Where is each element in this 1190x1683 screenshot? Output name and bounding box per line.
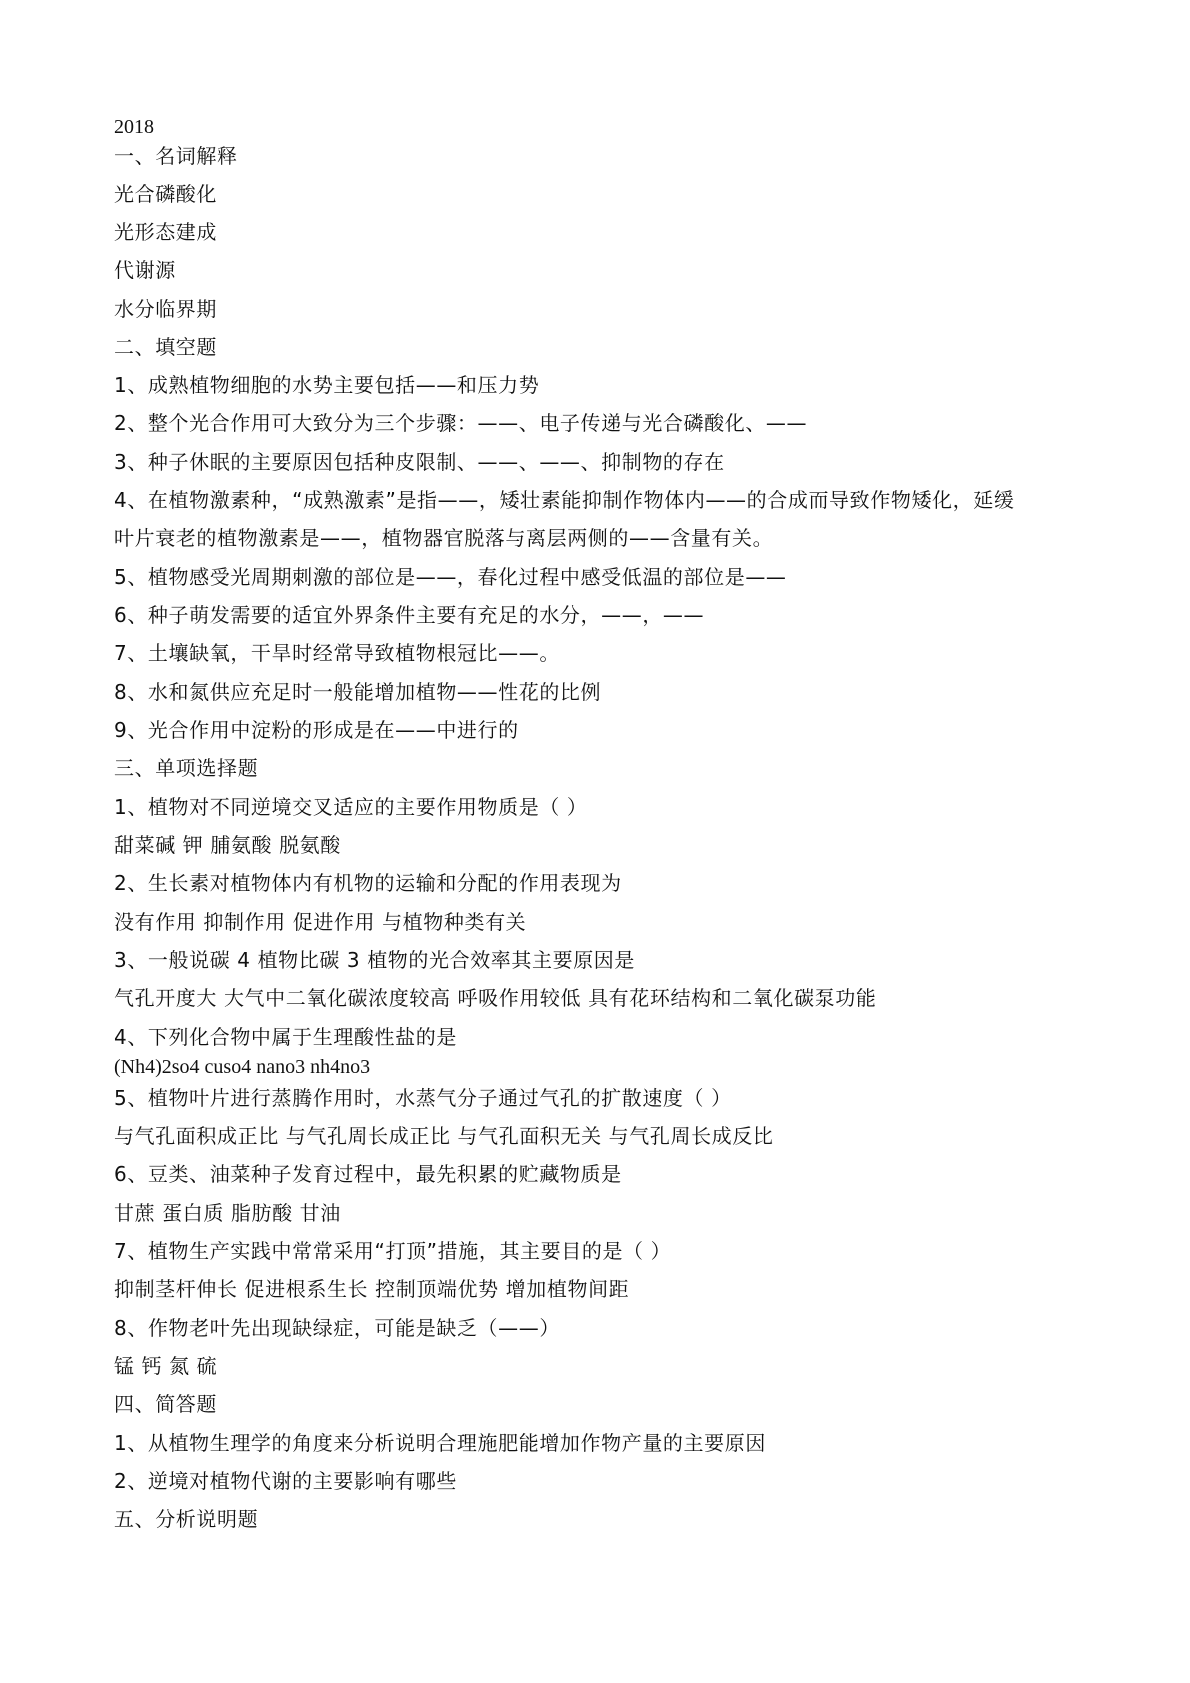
choice-question: 7、植物生产实践中常常采用“打顶”措施，其主要目的是（ ）: [114, 1239, 672, 1263]
term-item: 水分临界期: [114, 297, 217, 321]
choice-question: 1、植物对不同逆境交叉适应的主要作用物质是（ ）: [114, 795, 588, 819]
fill-blank-question: 4、在植物激素种，“成熟激素”是指——，矮壮素能抑制作物体内——的合成而导致作物矮化，延缓: [114, 488, 1015, 512]
fill-blank-question: 1、成熟植物细胞的水势主要包括——和压力势: [114, 373, 540, 397]
fill-blank-question-continued: 叶片衰老的植物激素是——，植物器官脱落与离层两侧的——含量有关。: [114, 526, 774, 550]
choice-options: 没有作用 抑制作用 促进作用 与植物种类有关: [114, 910, 527, 934]
fill-blank-question: 8、水和氮供应充足时一般能增加植物——性花的比例: [114, 680, 602, 704]
choice-options: 气孔开度大 大气中二氧化碳浓度较高 呼吸作用较低 具有花环结构和二氧化碳泵功能: [114, 986, 877, 1010]
section-heading-terms: 一、名词解释: [114, 144, 238, 168]
choice-question: 4、下列化合物中属于生理酸性盐的是: [114, 1025, 457, 1049]
section-heading-short-answer: 四、简答题: [114, 1392, 217, 1416]
fill-blank-question: 5、植物感受光周期刺激的部位是——，春化过程中感受低温的部位是——: [114, 565, 787, 589]
section-heading-single-choice: 三、单项选择题: [114, 756, 259, 780]
short-answer-question: 2、逆境对植物代谢的主要影响有哪些: [114, 1469, 457, 1493]
choice-question: 5、植物叶片进行蒸腾作用时，水蒸气分子通过气孔的扩散速度（ ）: [114, 1086, 732, 1110]
fill-blank-question: 3、种子休眠的主要原因包括种皮限制、——、——、抑制物的存在: [114, 450, 725, 474]
choice-options: 锰 钙 氮 硫: [114, 1354, 218, 1378]
term-item: 代谢源: [114, 258, 176, 282]
choice-question: 6、豆类、油菜种子发育过程中，最先积累的贮藏物质是: [114, 1162, 622, 1186]
year-heading: 2018: [114, 116, 154, 138]
term-item: 光合磷酸化: [114, 182, 217, 206]
choice-question: 3、一般说碳 4 植物比碳 3 植物的光合效率其主要原因是: [114, 948, 636, 972]
choice-question: 8、作物老叶先出现缺绿症，可能是缺乏（——）: [114, 1316, 560, 1340]
choice-options: 甜菜碱 钾 脯氨酸 脱氨酸: [114, 833, 341, 857]
fill-blank-question: 6、种子萌发需要的适宜外界条件主要有充足的水分，——，——: [114, 603, 705, 627]
short-answer-question: 1、从植物生理学的角度来分析说明合理施肥能增加作物产量的主要原因: [114, 1431, 766, 1455]
section-heading-analysis: 五、分析说明题: [114, 1507, 259, 1531]
choice-options: (Nh4)2so4 cuso4 nano3 nh4no3: [114, 1056, 371, 1078]
choice-question: 2、生长素对植物体内有机物的运输和分配的作用表现为: [114, 871, 622, 895]
fill-blank-question: 2、整个光合作用可大致分为三个步骤：——、电子传递与光合磷酸化、——: [114, 411, 808, 435]
fill-blank-question: 7、土壤缺氧，干旱时经常导致植物根冠比——。: [114, 641, 560, 665]
fill-blank-question: 9、光合作用中淀粉的形成是在——中进行的: [114, 718, 519, 742]
term-item: 光形态建成: [114, 220, 217, 244]
choice-options: 与气孔面积成正比 与气孔周长成正比 与气孔面积无关 与气孔周长成反比: [114, 1124, 774, 1148]
choice-options: 抑制茎杆伸长 促进根系生长 控制顶端优势 增加植物间距: [114, 1277, 630, 1301]
choice-options: 甘蔗 蛋白质 脂肪酸 甘油: [114, 1201, 341, 1225]
section-heading-fill-blank: 二、填空题: [114, 335, 217, 359]
